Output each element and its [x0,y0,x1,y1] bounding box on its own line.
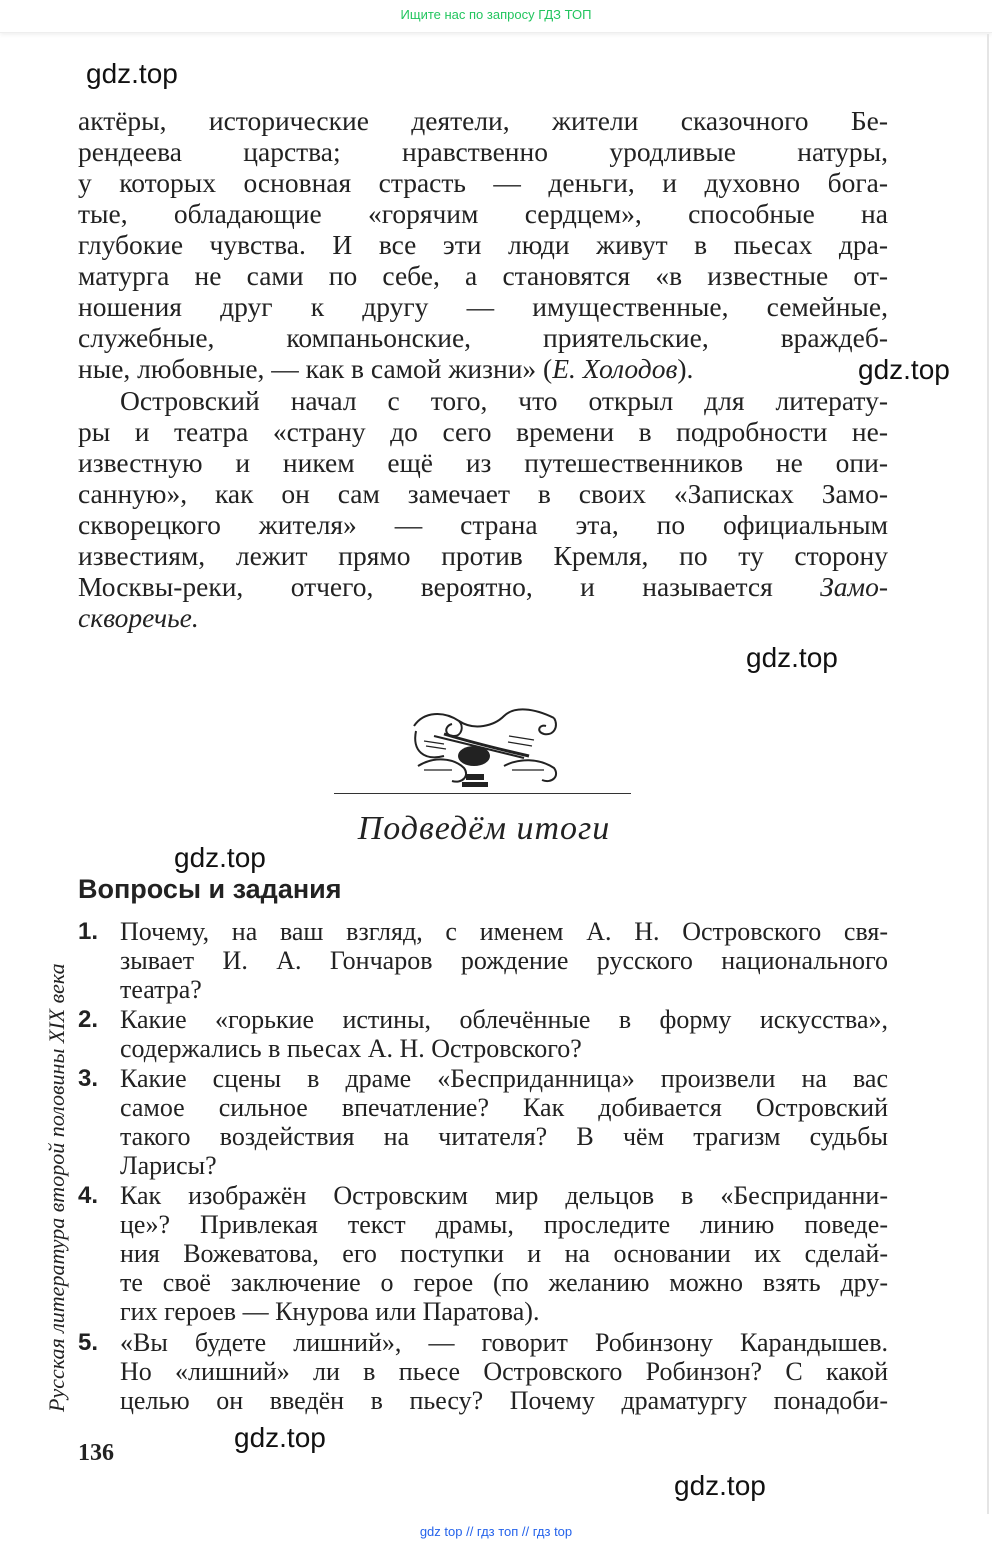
question-number: 1. [78,918,99,945]
text-span: Москвы-реки, отчего, вероятно, и называется [78,571,821,602]
text-line: скворечье. [78,602,199,633]
question-line: зывает И. А. Гончаров рождение русского национального [120,946,888,975]
text-line: известную и никем ещё из путешественников не опи- [78,447,888,478]
question-line: такого воздействия на читателя? В чём трагизм судьбы [120,1122,888,1151]
text-line: служебные, компаньонские, приятельские, враждеб- [78,322,888,353]
running-title-vertical: Русская литература второй половины XIX века [44,963,69,1412]
right-divider [987,34,989,1514]
text-line: санную», как он сам замечает в своих «Записках Замо- [78,478,888,509]
question-line: Ларисы? [120,1151,217,1180]
section-rule [334,793,631,794]
text-line: матурга не сами по себе, а становятся «в известные от- [78,260,888,291]
top-banner[interactable]: Ищите нас по запросу ГДЗ ТОП [0,0,992,33]
watermark-6: gdz.top [674,1470,766,1501]
scroll-quill-ornament-icon [404,696,564,796]
text-line: Островский начал с того, что открыл для литерату- [120,385,888,416]
question-line: Почему, на ваш взгляд, с именем А. Н. Островского свя- [120,917,888,946]
question-number: 4. [78,1182,99,1209]
question-line: Какие сцены в драме «Бесприданница» произвели на вас [120,1064,888,1093]
watermark-3: gdz.top [746,642,838,673]
question-line: самое сильное впечатление? Как добивается Островский [120,1093,888,1122]
question-number: 5. [78,1329,99,1356]
question-line: Но «лишний» ли в пьесе Островского Робинзон? С какой [120,1357,888,1386]
citation-text: ные, любовные, — как в самой жизни» ( [78,353,553,384]
question-line: Какие «горькие истины, облечённые в форму искусства», [120,1005,888,1034]
section-subtitle: Вопросы и задания [78,874,342,904]
question-number: 2. [78,1006,99,1033]
section-title: Подведём итоги [357,810,611,847]
question-line: це»? Привлекая текст драмы, проследите линию поведе- [120,1210,888,1239]
text-line: тые, обладающие «горячим сердцем», способные на [78,198,888,229]
text-line-citation [78,353,693,384]
question-line: гих героев — Кнурова или Паратова). [120,1297,540,1326]
text-line [78,571,888,602]
question-line: целью он введён в пьесу? Почему драматургу понадоби- [120,1386,888,1415]
watermark-1: gdz.top [86,58,178,89]
question-line: ния Вожеватова, его поступки и на основании их сделай- [120,1239,888,1268]
watermark-5: gdz.top [234,1422,326,1453]
text-line: известиям, лежит прямо против Кремля, по ту сторону [78,540,888,571]
citation-author: Е. Холодов [552,353,678,384]
question-line: содержались в пьесах А. Н. Островского? [120,1034,582,1063]
text-line: рендеева царства; нравственно уродливые натуры, [78,136,888,167]
question-line: театра? [120,975,202,1004]
page-number: 136 [78,1440,114,1466]
watermark-4: gdz.top [174,842,266,873]
text-line: ношения друг к другу — имущественные, семейные, [78,291,888,322]
text-line: скворецкого жителя» — страна эта, по официальным [78,509,888,540]
watermark-2: gdz.top [858,354,950,385]
question-line: те своё заключение о герое (по желанию можно взять дру- [120,1268,888,1297]
citation-end: ). [677,353,694,384]
text-line: ры и театра «страну до сего времени в подробности не- [78,416,888,447]
text-line: глубокие чувства. И все эти люди живут в пьесах дра- [78,229,888,260]
question-line: «Вы будете лишний», — говорит Робинзону Карандышев. [120,1328,888,1357]
question-number: 3. [78,1065,99,1092]
italic-span: Замо- [820,571,888,602]
footer-links[interactable]: gdz top // гдз топ // гдз top [419,1524,573,1539]
text-line: актёры, исторические деятели, жители сказочного Бе- [78,105,888,136]
question-line: Как изображён Островским мир дельцов в «Бесприданни- [120,1181,888,1210]
text-line: у которых основная страсть — деньги, и духовно бога- [78,167,888,198]
